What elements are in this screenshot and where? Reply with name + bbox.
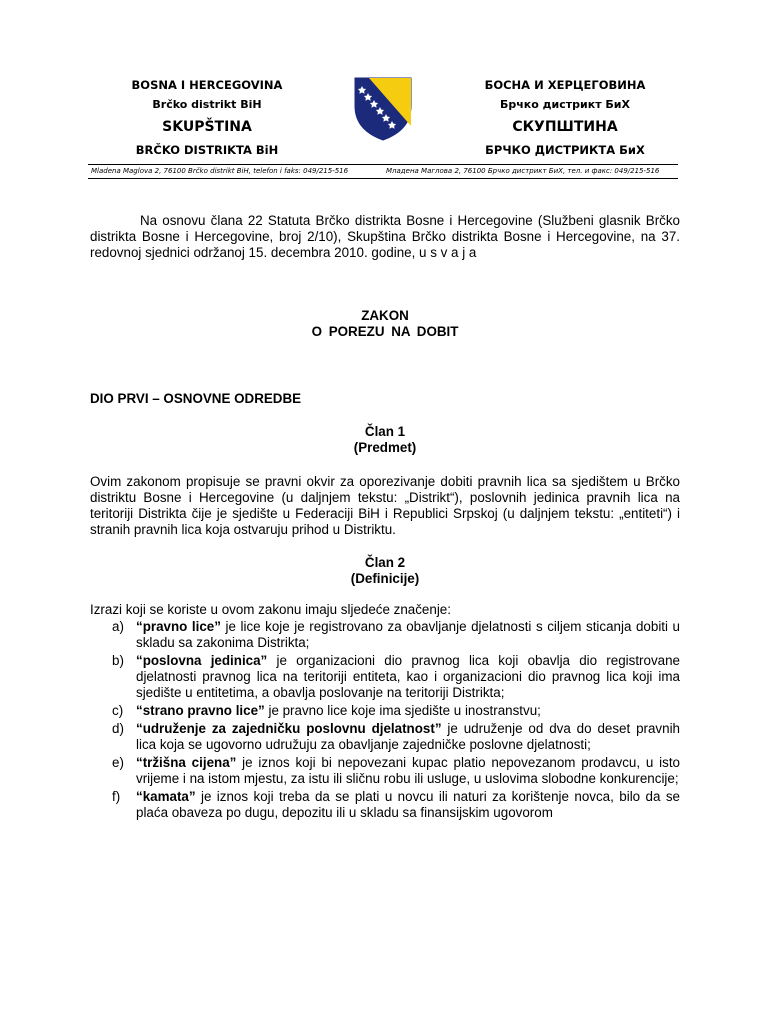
definition-term: “poslovna jedinica” [136, 653, 268, 668]
list-item [90, 789, 680, 821]
article-2-subtitle: (Definicije) [350, 571, 420, 586]
address-latin: Mladena Maglova 2, 76100 Brčko distrikt BiH, telefon i faks: 049/215-516 [91, 167, 349, 175]
list-item [90, 755, 680, 787]
list-letter: a) [112, 619, 124, 634]
institution-district: BRČKO DISTRIKTA BiH [135, 143, 279, 157]
institution-name-cyrillic: СКУПШТИНА [512, 119, 618, 135]
address-bar [88, 164, 678, 179]
address-cyrillic: Младена Маглова 2, 76100 Брчко дистрикт БиХ, тел. и факс: 049/215-516 [386, 167, 660, 175]
definition-text: je udruženje od dva do deset pravnih lica koja se ugovorno udružuju za obavljanje zajedničke poslovne djelatnosti; [136, 721, 680, 752]
definition-term: “tržišna cijena” [136, 755, 237, 770]
list-letter: f) [112, 789, 121, 804]
article-1-number: Član 1 [364, 424, 406, 439]
list-letter: d) [112, 721, 124, 736]
definitions-list [90, 619, 680, 823]
definition-text: je pravno lice koje ima sjedište u inostranstvu; [264, 703, 541, 718]
article-2-number: Član 2 [364, 555, 406, 570]
list-item [90, 721, 680, 753]
list-item [90, 653, 680, 701]
definition-text: je iznos koji bi nepovezani kupac platio nepovezanom prodavcu, u isto vrijeme i na istom mjestu, za istu ili sličnu robu ili usluge, u uslovima slobodne konkurencije; [136, 755, 681, 786]
law-subtitle: O POREZU NA DOBIT [311, 324, 459, 339]
law-title: ZAKON [361, 308, 409, 323]
list-item [90, 703, 680, 719]
institution-district-cyrillic: БРЧКО ДИСТРИКТА БиХ [485, 143, 645, 157]
institution-name: SKUPŠTINA [162, 119, 252, 135]
article-1-subtitle: (Predmet) [353, 440, 417, 455]
definition-text: je iznos koji treba da se plati u novcu ili naturi za korištenje novca, bilo da se plaća obaveza po dugu, depozitu ili u skladu sa finansijskim ugovorom [136, 789, 680, 820]
list-letter: e) [112, 755, 124, 770]
preamble: Na osnovu člana 22 Statuta Brčko distrikta Bosne i Hercegovine (Službeni glasnik Brčko distrikta Bosne i Hercegovine, broj 2/10), Skupština Brčko distrikta Bosne i Hercegovine, na 37. redovnoj sjednici održanoj 15. decembra 2010. godine, u s v a j a [90, 213, 680, 260]
definition-term: “udruženje za zajedničku poslovnu djelatnost” [136, 721, 442, 736]
letterhead-cyrillic [450, 76, 680, 160]
list-letter: c) [112, 703, 124, 718]
district-name-cyrillic: Брчко дистрикт БиХ [500, 98, 630, 111]
list-letter: b) [112, 653, 124, 668]
article-2-intro: Izrazi koji se koriste u ovom zakonu imaju sljedeće značenje: [90, 602, 451, 617]
definition-text: je lice koje je registrovano za obavljanje djelatnosti s ciljem sticanja dobiti u skladu sa zakonima Distrikta; [136, 619, 680, 650]
list-item [90, 619, 680, 651]
country-name: BOSNA I HERCEGOVINA [131, 78, 283, 92]
definition-term: “strano pravno lice” [136, 703, 265, 718]
article-1-text: Ovim zakonom propisuje se pravni okvir za oporezivanje dobiti pravnih lica sa sjedištem u Brčko distriktu Bosne i Hercegovine (u daljnjem tekstu: „Distrikt“), poslovnih jedinica pravnih lica na teritoriji Distrikta čije je sjedište u Federaciji BiH i Republici Srpskoj (u daljnjem tekstu: „entiteti“) i stranih pravnih lica koja ostvaruju prihod u Distriktu. [90, 474, 680, 537]
definition-text: je organizacioni dio pravnog lica koji obavlja dio registrovane djelatnosti pravnog lica na teritoriji entiteta, kao i organizacioni dio pravnog lica koji ima sjedište u entitetima, a obavlja poslovanje na teritoriji Distrikta; [136, 653, 680, 700]
definition-term: “pravno lice” [136, 619, 221, 634]
definition-term: “kamata” [136, 789, 196, 804]
coat-of-arms-icon [353, 76, 413, 142]
country-name-cyrillic: БОСНА И ХЕРЦЕГОВИНА [484, 78, 646, 92]
district-name: Brčko distrikt BiH [152, 98, 262, 111]
letterhead-latin [92, 76, 322, 160]
part-heading: DIO PRVI – OSNOVNE ODREDBE [90, 391, 302, 406]
